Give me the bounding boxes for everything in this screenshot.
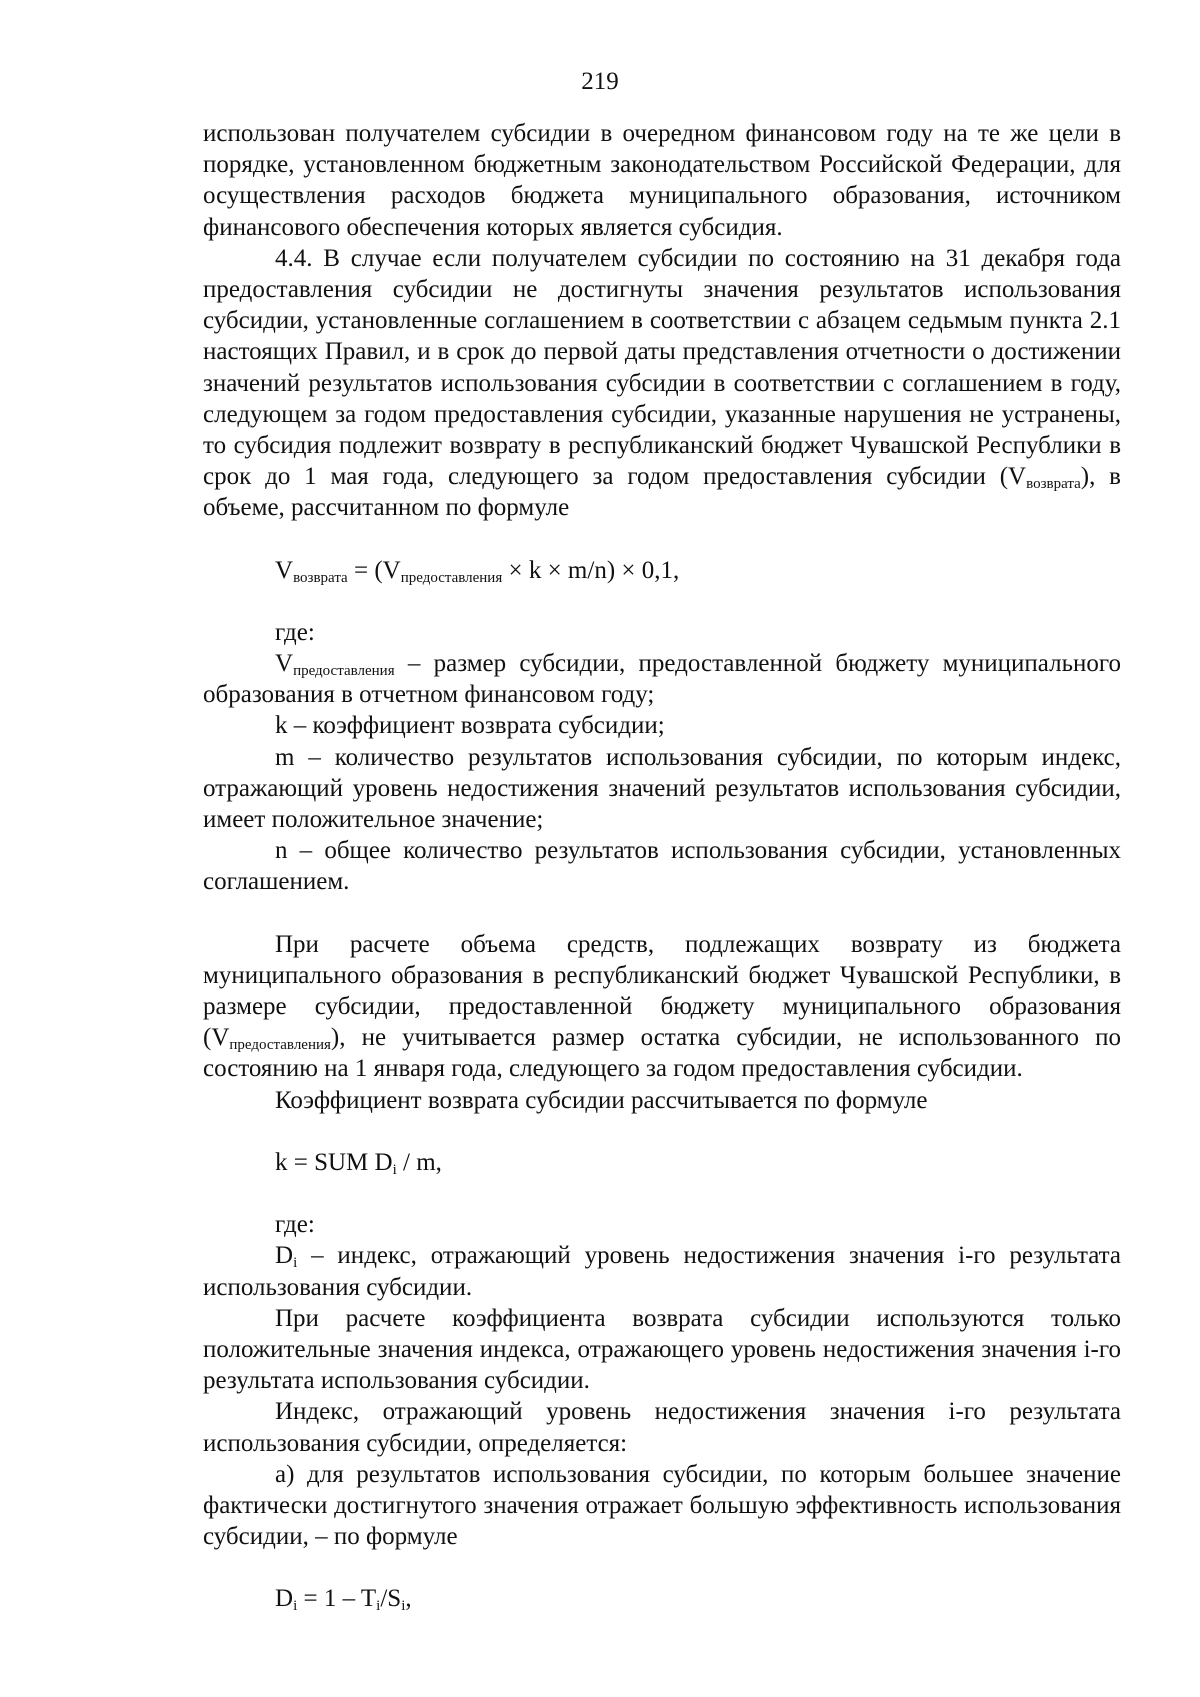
subscript: i — [293, 1598, 298, 1615]
var-v: V — [275, 556, 294, 584]
formula-v-return — [203, 555, 1121, 586]
paragraph-index: Индекс, отражающий уровень недостижения значения i-го результата использования субсидии, определяется: — [203, 1398, 1121, 1457]
subscript: предоставления — [293, 663, 395, 680]
paragraph-continuation: использован получателем субсидии в очередном финансовом году на те же цели в порядке, установленном бюджетным законодательством Российской Федерации, для осуществления расходов бюджета муниципального образования, источником финансового обеспечения которых является субсидия. — [203, 120, 1121, 241]
definition-k: k – коэффициент возврата субсидии; — [275, 712, 665, 740]
paragraph-4-4 — [203, 243, 1121, 524]
definition-m: m – количество результатов использования субсидии, по которым индекс, отражающий уровень недостижения значений результатов использования субсидии, имеет положительное значение; — [203, 743, 1121, 834]
formula-k — [203, 1147, 1121, 1178]
definition-d — [203, 1240, 1121, 1302]
var-v: V — [1008, 463, 1027, 491]
page-number: 219 — [581, 68, 619, 95]
paragraph-text: ), не учитывается размер остатка субсидии, не использованного по состоянию на 1 января года, следующего за годом предоставления субсидии. — [203, 1024, 1121, 1083]
paragraph-positive-values: При расчете коэффициента возврата субсидии используются только положительные значения индекса, отражающего уровень недостижения значения i-го результата использования субсидии. — [203, 1304, 1121, 1395]
formula-part: / m, — [396, 1148, 442, 1176]
formula-d — [203, 1583, 1121, 1614]
subscript: возврата — [293, 569, 348, 586]
where-label: где: — [275, 1211, 315, 1239]
subscript: i — [401, 1598, 406, 1615]
formula-part: k = SUM D — [275, 1148, 393, 1176]
document-body — [203, 118, 1121, 1615]
subscript: i — [293, 1255, 298, 1272]
subscript: i — [376, 1598, 381, 1615]
definition-v — [203, 648, 1121, 710]
paragraph-item-a: а) для результатов использования субсидии, по которым большее значение фактически достигнутого значения отражает большую эффективность использования субсидии, – по формуле — [203, 1460, 1121, 1551]
var-d: D — [275, 1242, 294, 1270]
subscript: возврата — [1026, 476, 1081, 493]
formula-part: , — [405, 1585, 412, 1613]
subscript: предоставления — [229, 1037, 331, 1054]
formula-part: = 1 – T — [297, 1585, 377, 1613]
definition-n: n – общее количество результатов использования субсидии, установленных соглашением. — [203, 837, 1121, 896]
formula-part: = (V — [347, 556, 401, 584]
paragraph-4-4-tail: ), в объеме, рассчитанном по формуле — [203, 463, 1121, 522]
formula-part: D — [275, 1585, 294, 1613]
paragraph-text: При расчете объема средств, подлежащих возврату из бюджета муниципального образования в республиканский бюджет Чувашской Республики, в размере субсидии, предоставленной бюджету муниципального образования (V — [203, 930, 1121, 1052]
subscript: предоставления — [400, 569, 503, 586]
paragraph-coefficient: Коэффициент возврата субсидии рассчитывается по формуле — [275, 1086, 928, 1114]
formula-part: × k × m/n) × 0,1, — [502, 556, 680, 584]
subscript: i — [392, 1161, 397, 1178]
definition-text: – размер субсидии, предоставленной бюджету муниципального образования в отчетном финансовом году; — [203, 650, 1121, 709]
where-label: где: — [275, 618, 315, 646]
definition-text: – индекс, отражающий уровень недостижения значения i-го результата использования субсидии. — [203, 1242, 1121, 1301]
var-v: V — [275, 650, 294, 678]
paragraph-4-4-text: 4.4. В случае если получателем субсидии по состоянию на 31 декабря года предоставления субсидии не достигнуты значения результатов использования субсидии, установленные соглашением в соответствии с абзацем седьмым пункта 2.1 настоящих Правил, и в срок до первой даты представления отчетности о достижении значений результатов использования субсидии в соответствии с соглашением в году, следующем за годом предоставления субсидии, указанные нарушения не устранены, то субсидия подлежит возврату в республиканский бюджет Чувашской Республики в срок до 1 мая года, следующего за годом предоставления субсидии ( — [203, 244, 1121, 491]
formula-part: /S — [380, 1585, 402, 1613]
paragraph-calculation — [203, 929, 1121, 1085]
